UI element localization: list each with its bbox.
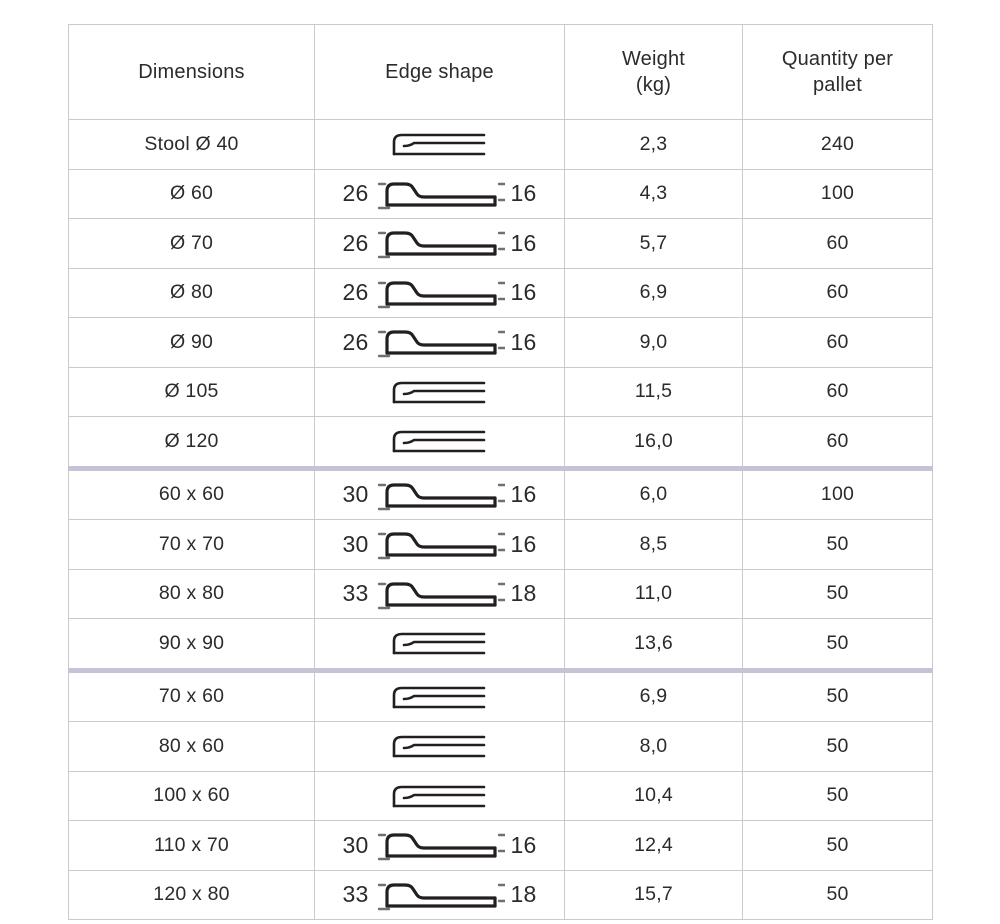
cell-edge-shape [315,722,565,772]
edge-shape-diagram [315,520,564,569]
edge-dimension-left: 26 [342,180,369,207]
cell-dimensions: 60 x 60 [69,468,315,520]
edge-shape-diagram [315,471,564,520]
edge-shape-diagram [315,722,564,771]
column-header-dimensions: Dimensions [69,25,315,120]
edge-shape-diagram [315,673,564,722]
edge-shape-diagram [315,318,564,367]
cell-weight: 8,5 [565,520,743,570]
edge-dimension-right: 16 [510,481,537,508]
table-body [69,120,933,920]
table-row [69,670,933,722]
cell-edge-shape [315,821,565,871]
edge-shape-diagram [315,170,564,219]
edge-dimension-right: 16 [510,530,537,557]
cell-weight: 10,4 [565,771,743,821]
cell-edge-shape [315,670,565,722]
cell-weight: 16,0 [565,417,743,469]
cell-weight: 15,7 [565,870,743,920]
edge-dimension-left: 30 [342,530,369,557]
edge-profile-icon [375,475,505,515]
edge-shape-diagram [315,269,564,318]
cell-edge-shape [315,468,565,520]
cell-quantity: 60 [743,318,933,368]
cell-weight: 6,0 [565,468,743,520]
edge-dimension-right: 16 [510,831,537,858]
edge-profile-icon [384,778,496,814]
column-header-quantity-line2: pallet [812,74,862,96]
edge-profile-icon [375,875,505,915]
cell-edge-shape [315,417,565,469]
edge-profile-icon [384,728,496,764]
cell-edge-shape [315,219,565,269]
edge-dimension-left: 33 [342,580,369,607]
cell-weight: 13,6 [565,619,743,671]
cell-quantity: 50 [743,520,933,570]
cell-weight: 6,9 [565,268,743,318]
table-row [69,821,933,871]
cell-dimensions: Ø 80 [69,268,315,318]
cell-dimensions: Ø 60 [69,169,315,219]
edge-profile-icon [384,374,496,410]
edge-shape-diagram [315,772,564,821]
cell-dimensions: 70 x 60 [69,670,315,722]
edge-dimension-right: 16 [510,279,537,306]
edge-profile-icon [375,322,505,362]
table-row [69,367,933,417]
table-row [69,569,933,619]
cell-weight: 11,0 [565,569,743,619]
edge-profile-icon [384,679,496,715]
cell-weight: 11,5 [565,367,743,417]
edge-shape-diagram [315,871,564,920]
cell-quantity: 50 [743,771,933,821]
cell-dimensions: Ø 90 [69,318,315,368]
cell-quantity: 50 [743,670,933,722]
table-row [69,417,933,469]
table-row [69,120,933,170]
table-row [69,619,933,671]
cell-quantity: 60 [743,417,933,469]
cell-quantity: 100 [743,169,933,219]
cell-quantity: 240 [743,120,933,170]
table-row [69,722,933,772]
table-row [69,468,933,520]
cell-quantity: 50 [743,569,933,619]
edge-dimension-right: 16 [510,229,537,256]
edge-shape-diagram [315,219,564,268]
table-row [69,169,933,219]
column-header-edge-shape: Edge shape [315,25,565,120]
cell-dimensions: Stool Ø 40 [69,120,315,170]
edge-profile-icon [384,126,496,162]
cell-dimensions: 70 x 70 [69,520,315,570]
table-row [69,268,933,318]
edge-profile-icon [375,524,505,564]
product-spec-table [68,24,933,920]
edge-profile-icon [384,423,496,459]
table-row [69,771,933,821]
table-header-row [69,25,933,120]
edge-shape-diagram [315,417,564,466]
edge-shape-diagram [315,821,564,870]
cell-quantity: 50 [743,619,933,671]
edge-dimension-left: 26 [342,328,369,355]
table-header [69,25,933,120]
cell-dimensions: 80 x 60 [69,722,315,772]
cell-edge-shape [315,771,565,821]
cell-edge-shape [315,367,565,417]
edge-profile-icon [375,223,505,263]
table-row [69,318,933,368]
cell-edge-shape [315,569,565,619]
edge-profile-icon [375,273,505,313]
cell-dimensions: 90 x 90 [69,619,315,671]
edge-dimension-right: 16 [510,328,537,355]
table-row [69,219,933,269]
cell-edge-shape [315,169,565,219]
cell-edge-shape [315,619,565,671]
cell-dimensions: 80 x 80 [69,569,315,619]
cell-edge-shape [315,120,565,170]
cell-weight: 8,0 [565,722,743,772]
cell-weight: 5,7 [565,219,743,269]
column-header-weight-line2: (kg) [635,74,672,96]
edge-shape-diagram [315,619,564,668]
edge-dimension-left: 30 [342,831,369,858]
edge-dimension-left: 30 [342,481,369,508]
cell-weight: 9,0 [565,318,743,368]
cell-edge-shape [315,520,565,570]
cell-edge-shape [315,870,565,920]
edge-dimension-right: 16 [510,180,537,207]
cell-weight: 6,9 [565,670,743,722]
cell-weight: 4,3 [565,169,743,219]
edge-dimension-left: 26 [342,279,369,306]
cell-quantity: 50 [743,722,933,772]
cell-dimensions: 120 x 80 [69,870,315,920]
cell-dimensions: 110 x 70 [69,821,315,871]
table-row [69,870,933,920]
edge-dimension-right: 18 [510,580,537,607]
column-header-weight [565,25,743,120]
cell-weight: 2,3 [565,120,743,170]
edge-profile-icon [375,174,505,214]
edge-shape-diagram [315,368,564,417]
column-header-weight-line1: Weight [621,47,686,70]
edge-profile-icon [384,625,496,661]
table-row [69,520,933,570]
edge-profile-icon [375,574,505,614]
edge-shape-diagram [315,570,564,619]
cell-edge-shape [315,318,565,368]
edge-dimension-left: 33 [342,881,369,908]
edge-shape-diagram [315,120,564,169]
cell-dimensions: Ø 70 [69,219,315,269]
cell-quantity: 60 [743,367,933,417]
cell-dimensions: Ø 105 [69,367,315,417]
edge-dimension-right: 18 [510,881,537,908]
cell-quantity: 50 [743,821,933,871]
cell-quantity: 60 [743,219,933,269]
cell-weight: 12,4 [565,821,743,871]
cell-quantity: 60 [743,268,933,318]
cell-edge-shape [315,268,565,318]
column-header-quantity-line1: Quantity per [781,47,894,70]
cell-quantity: 100 [743,468,933,520]
edge-dimension-left: 26 [342,229,369,256]
cell-quantity: 50 [743,870,933,920]
column-header-quantity [743,25,933,120]
cell-dimensions: 100 x 60 [69,771,315,821]
edge-profile-icon [375,825,505,865]
cell-dimensions: Ø 120 [69,417,315,469]
